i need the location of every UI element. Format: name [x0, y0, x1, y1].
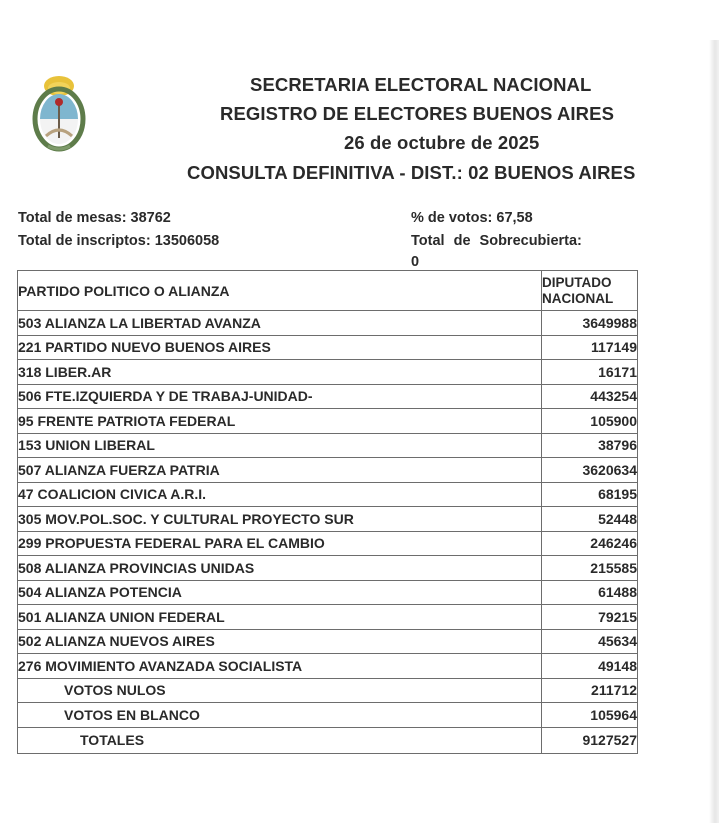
party-name: 502 ALIANZA NUEVOS AIRES	[18, 629, 542, 654]
party-votes: 215585	[542, 556, 638, 581]
header-date: 26 de octubre de 2025	[344, 132, 540, 153]
pct-votos: % de votos: 67,58	[411, 210, 533, 226]
table-row	[18, 335, 638, 360]
party-name: 501 ALIANZA UNION FEDERAL	[18, 605, 542, 630]
party-votes: 52448	[542, 507, 638, 532]
party-name: 507 ALIANZA FUERZA PATRIA	[18, 458, 542, 483]
table-row	[18, 654, 638, 679]
votos-nulos-value: 211712	[542, 678, 638, 703]
table-row	[18, 384, 638, 409]
sobrecubierta-value: 0	[411, 254, 420, 270]
party-name: 508 ALIANZA PROVINCIAS UNIDAS	[18, 556, 542, 581]
votos-blanco-label: VOTOS EN BLANCO	[18, 703, 542, 728]
party-name: 95 FRENTE PATRIOTA FEDERAL	[18, 409, 542, 434]
votos-nulos-label: VOTOS NULOS	[18, 678, 542, 703]
table-row	[18, 605, 638, 630]
party-votes: 117149	[542, 335, 638, 360]
column-header-votes-line1: DIPUTADO	[542, 274, 612, 290]
party-name: 299 PROPUESTA FEDERAL PARA EL CAMBIO	[18, 531, 542, 556]
table-row	[18, 482, 638, 507]
results-table	[17, 270, 638, 754]
totales-row	[18, 727, 638, 753]
party-name: 153 UNION LIBERAL	[18, 433, 542, 458]
party-name: 504 ALIANZA POTENCIA	[18, 580, 542, 605]
header-registry: REGISTRO DE ELECTORES BUENOS AIRES	[220, 103, 615, 124]
total-inscriptos: Total de inscriptos: 13506058	[18, 233, 220, 249]
header-agency: SECRETARIA ELECTORAL NACIONAL	[250, 74, 592, 95]
table-row	[18, 409, 638, 434]
party-votes: 105900	[542, 409, 638, 434]
party-name: 47 COALICION CIVICA A.R.I.	[18, 482, 542, 507]
sobrecubierta-label: Total de Sobrecubierta:	[411, 233, 582, 249]
total-mesas: Total de mesas: 38762	[18, 210, 171, 226]
party-votes: 49148	[542, 654, 638, 679]
party-name: 276 MOVIMIENTO AVANZADA SOCIALISTA	[18, 654, 542, 679]
party-name: 305 MOV.POL.SOC. Y CULTURAL PROYECTO SUR	[18, 507, 542, 532]
party-votes: 61488	[542, 580, 638, 605]
party-votes: 38796	[542, 433, 638, 458]
party-votes: 68195	[542, 482, 638, 507]
column-header-votes	[542, 271, 638, 311]
totales-label: TOTALES	[18, 727, 542, 753]
totales-value: 9127527	[542, 727, 638, 753]
table-row	[18, 433, 638, 458]
table-row	[18, 360, 638, 385]
column-header-votes-line2: NACIONAL	[542, 290, 614, 306]
party-name: 221 PARTIDO NUEVO BUENOS AIRES	[18, 335, 542, 360]
party-name: 503 ALIANZA LA LIBERTAD AVANZA	[18, 311, 542, 336]
table-row	[18, 531, 638, 556]
header-consulta: CONSULTA DEFINITIVA - DIST.: 02 BUENOS AIRES	[187, 162, 636, 183]
table-row	[18, 556, 638, 581]
party-votes: 246246	[542, 531, 638, 556]
table-header-row	[18, 271, 638, 311]
table-row	[18, 458, 638, 483]
party-votes: 443254	[542, 384, 638, 409]
table-row	[18, 311, 638, 336]
party-votes: 16171	[542, 360, 638, 385]
votos-blanco-value: 105964	[542, 703, 638, 728]
page-edge-shadow	[709, 40, 719, 823]
votos-nulos-row	[18, 678, 638, 703]
table-row	[18, 580, 638, 605]
votos-blanco-row	[18, 703, 638, 728]
party-votes: 45634	[542, 629, 638, 654]
table-row	[18, 629, 638, 654]
column-header-party: PARTIDO POLITICO O ALIANZA	[18, 271, 542, 311]
party-votes: 3620634	[542, 458, 638, 483]
party-name: 506 FTE.IZQUIERDA Y DE TRABAJ-UNIDAD-	[18, 384, 542, 409]
party-name: 318 LIBER.AR	[18, 360, 542, 385]
argentina-coat-of-arms-icon	[28, 72, 90, 156]
party-votes: 3649988	[542, 311, 638, 336]
table-row	[18, 507, 638, 532]
party-votes: 79215	[542, 605, 638, 630]
